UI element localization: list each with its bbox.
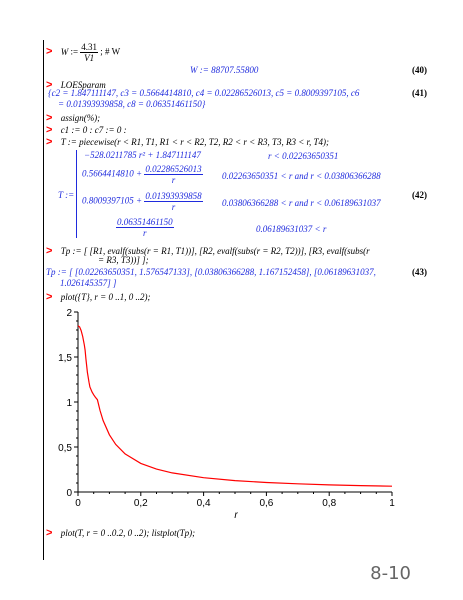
- x-tick-label: 0,6: [259, 498, 274, 509]
- prompt-marker: >: [46, 79, 53, 91]
- numerator: 0.02286526013: [145, 164, 202, 174]
- piecewise-row-2: [82, 164, 203, 185]
- x-tick-label: 0: [75, 498, 81, 509]
- prompt-marker: >: [46, 112, 53, 124]
- page-number: 8-10: [370, 563, 411, 584]
- y-tick-label: 0,5: [58, 443, 72, 454]
- x-tick-label: 0,2: [133, 498, 148, 509]
- x-axis-label: r: [234, 510, 238, 521]
- eq-label-40: (40): [412, 65, 427, 75]
- input-text: assign(%);: [60, 113, 101, 123]
- output-tp-line2: 1.026145357] ]: [60, 278, 117, 288]
- y-tick-label: 2: [66, 308, 72, 319]
- input-tp[interactable]: [46, 245, 370, 257]
- fraction: [80, 42, 98, 63]
- output-tp-line1: Tp := [ [0.02263650351, 1.576547133], [0.03806366288, 1.167152458], [0.06189631037,: [46, 267, 376, 277]
- plot-ticks: [58, 308, 395, 509]
- denominator: V1: [84, 53, 95, 63]
- prompt-marker: >: [46, 291, 53, 303]
- prompt-marker: >: [46, 124, 53, 136]
- prompt-marker: >: [46, 245, 53, 257]
- eq-label-41: (41): [412, 88, 427, 98]
- piecewise-row-4: [116, 217, 174, 238]
- input-piecewise[interactable]: [46, 136, 329, 148]
- output-w: W := 88707.55800: [190, 65, 259, 75]
- denominator: r: [171, 202, 176, 212]
- piecewise-row-1-expr: −528.0211785 r² + 1.847111147: [84, 150, 201, 160]
- output-params-line2: = 0.01393939858, c8 = 0.06351461150}: [58, 99, 206, 109]
- denominator: r: [171, 175, 176, 185]
- piecewise-lhs: T :=: [58, 190, 75, 200]
- input-text: plot(T, r = 0 ..0.2, 0 ..2); listplot(Tp);: [60, 528, 196, 538]
- piecewise-brace: [76, 150, 81, 238]
- prompt-marker: >: [46, 136, 53, 148]
- expr-part: 0.5664414810 +: [82, 168, 143, 179]
- prompt-marker: >: [46, 527, 53, 539]
- output-params-line1: {c2 = 1.847111147, c3 = 0.5664414810, c4 = 0.02286526013, c5 = 0.8009397105, c6: [48, 88, 360, 98]
- y-tick-label: 0: [66, 488, 72, 499]
- x-tick-label: 1: [389, 498, 395, 509]
- input-text: LOESparam: [60, 80, 106, 90]
- y-tick-label: 1: [66, 398, 72, 409]
- prompt-marker: >: [46, 45, 53, 58]
- numerator: 0.01393939858: [145, 191, 202, 201]
- x-tick-label: 0,4: [196, 498, 211, 509]
- series-line: [78, 326, 392, 486]
- piecewise-row-4-cond: 0.06189631037 < r: [256, 224, 327, 234]
- denominator: r: [143, 228, 147, 238]
- assign-op: :=: [70, 46, 79, 57]
- piecewise-row-2-cond: 0.02263650351 < r and r < 0.03806366288: [222, 171, 381, 181]
- comment: ; # W: [100, 46, 121, 57]
- w-symbol: W: [60, 46, 69, 57]
- input-text: plot({T}, r = 0 ..1, 0 ..2);: [60, 292, 151, 302]
- input-c1c7[interactable]: [46, 124, 127, 136]
- input-text: c1 := 0 : c7 := 0 :: [60, 125, 127, 135]
- input-plot-2[interactable]: [46, 527, 195, 539]
- numerator: 4.31: [81, 42, 98, 52]
- plot-axes: [78, 312, 392, 492]
- input-assign[interactable]: [46, 112, 100, 124]
- input-text: T := piecewise(r < R1, T1, R1 < r < R2, T2, R2 < r < R3, T3, R3 < r, T4);: [60, 137, 330, 147]
- expr-part: 0.8009397105 +: [82, 195, 143, 206]
- eq-label-43: (43): [412, 267, 427, 277]
- eq-label-42: (42): [412, 190, 427, 200]
- piecewise-row-3-cond: 0.03806366288 < r and r < 0.06189631037: [222, 198, 381, 208]
- worksheet-margin-line: [43, 40, 44, 560]
- piecewise-row-3: [82, 191, 203, 212]
- input-text: Tp := [ [R1, evalf(subs(r = R1, T1))], [R2, evalf(subs(r = R2, T2))], [R3, evalf(subs(r: [60, 246, 370, 256]
- plot-area[interactable]: [46, 300, 416, 525]
- y-tick-label: 1,5: [58, 353, 72, 364]
- numerator: 0.06351461150: [117, 217, 173, 227]
- input-tp-line2: = R3, T3))] ];: [98, 255, 149, 265]
- piecewise-row-1-cond: r < 0.02263650351: [268, 151, 339, 161]
- input-w[interactable]: [46, 42, 120, 63]
- x-tick-label: 0,8: [322, 498, 337, 509]
